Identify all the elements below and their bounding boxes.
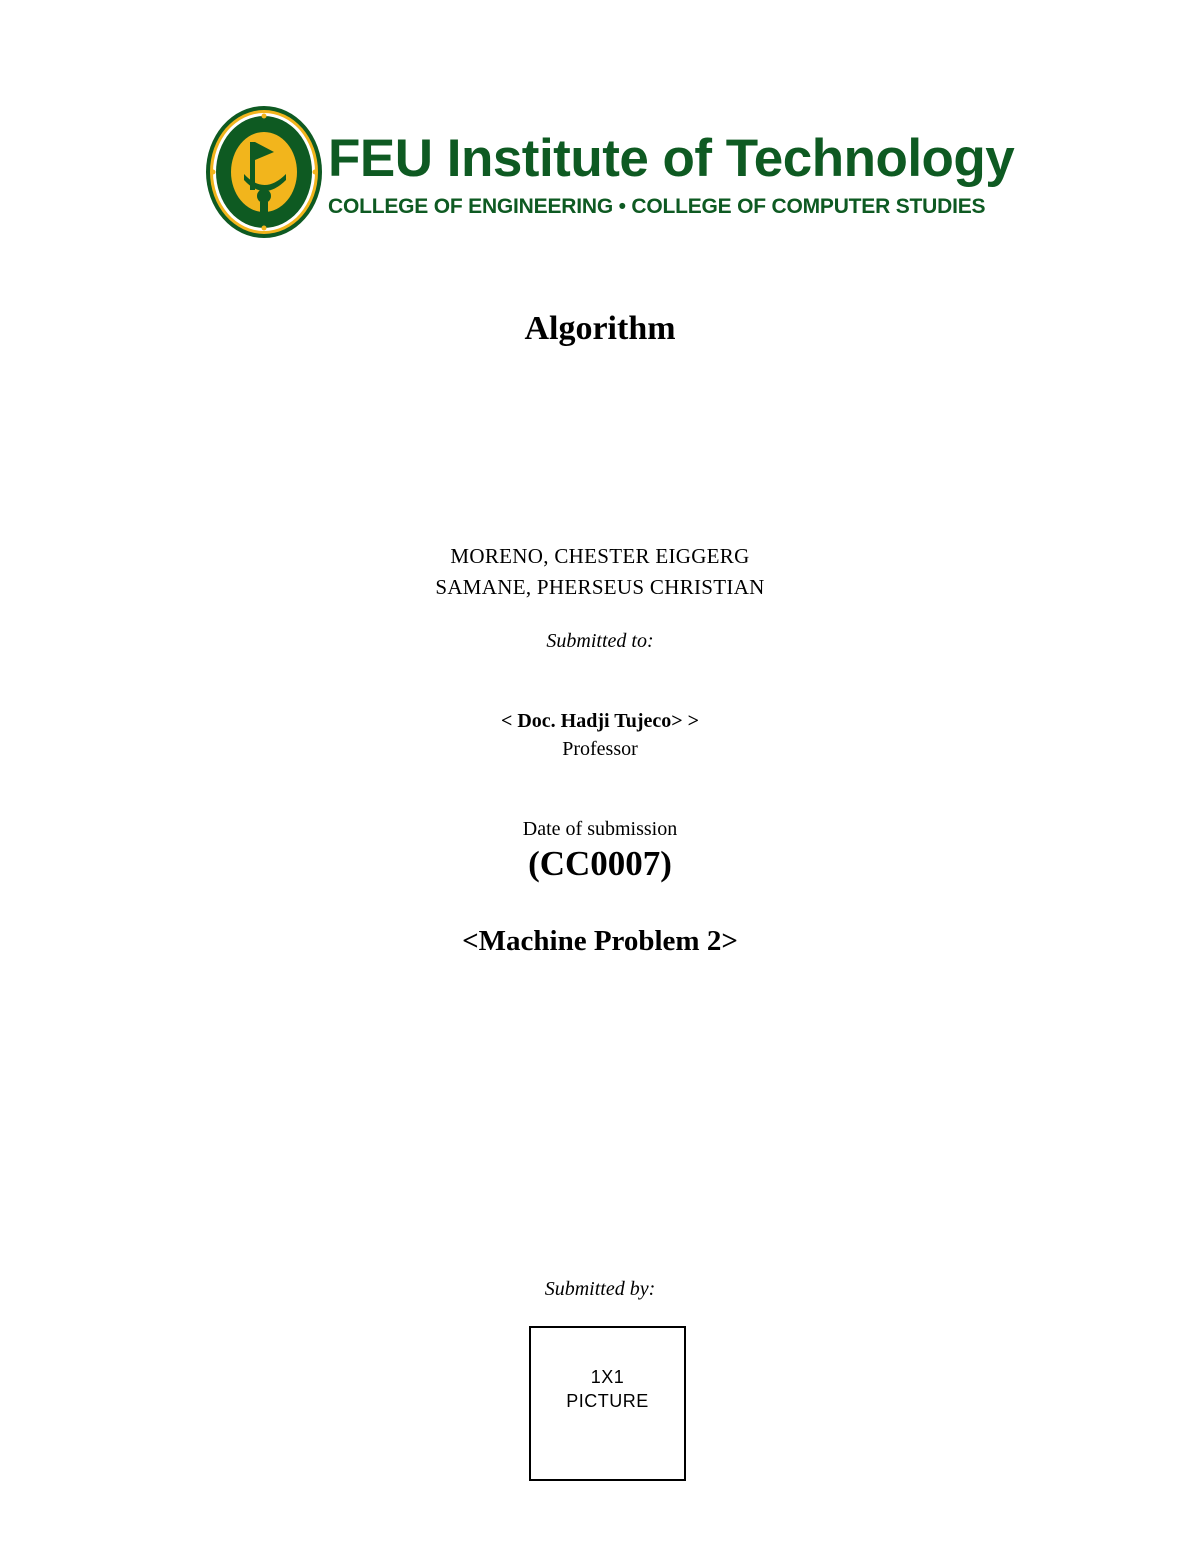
professor-role: Professor (562, 738, 638, 760)
submitted-by-label: Submitted by: (544, 1278, 656, 1300)
author-name: MORENO, CHESTER EIGGERG (450, 544, 750, 568)
institution-logo (204, 104, 1015, 240)
photo-placeholder-box (529, 1326, 686, 1481)
date-of-submission-label: Date of submission (522, 818, 678, 840)
course-code: (CC0007) (528, 844, 672, 883)
feu-seal-icon (204, 104, 324, 240)
colleges-line: COLLEGE OF ENGINEERING • COLLEGE OF COMPUTER STUDIES (328, 195, 986, 218)
photo-placeholder-label: PICTURE (566, 1391, 649, 1411)
photo-size-label: 1X1 (590, 1367, 625, 1387)
author-name: SAMANE, PHERSEUS CHRISTIAN (435, 575, 765, 599)
project-title: <Machine Problem 2> (462, 925, 738, 957)
submitted-to-label: Submitted to: (546, 630, 654, 652)
document-title: Algorithm (524, 310, 676, 347)
professor-name: < Doc. Hadji Tujeco> > (500, 710, 700, 732)
institution-name: FEU Institute of Technology (328, 129, 1015, 188)
